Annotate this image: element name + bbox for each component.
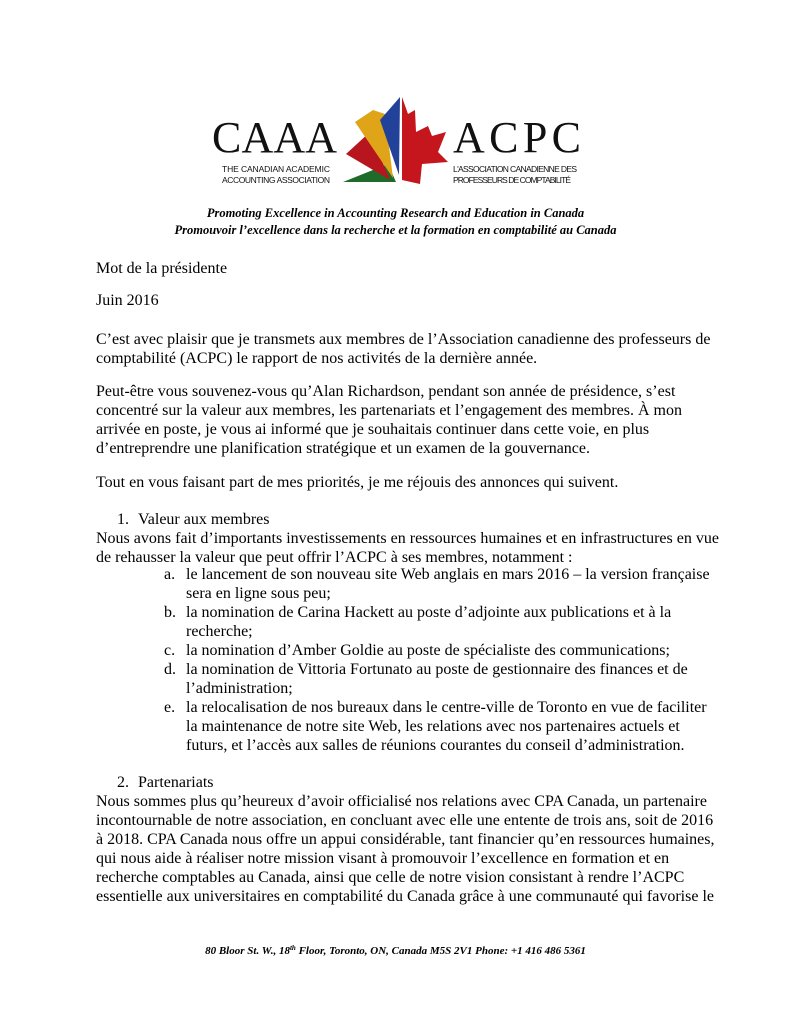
letter-date: Juin 2016 — [96, 292, 159, 309]
paragraph-priorities-line: Peut-être vous souvenez-vous qu’Alan Richardson, pendant son année de présidence, s’est — [96, 383, 676, 400]
list-item-e-line: futurs, et l’accès aux salles de réunions courantes du conseil d’administration. — [186, 737, 685, 754]
list-item-c-line: la nomination d’Amber Goldie au poste de spécialiste des communications; — [186, 642, 670, 659]
section-1-number: 1. — [117, 511, 129, 528]
footer-superscript: th — [289, 944, 296, 952]
section-2-body-line: recherche comptables au Canada, ainsi que celle de notre vision consistant à rendre l’ACPC — [96, 869, 685, 886]
footer-address-end: Floor, Toronto, ON, Canada M5S 2V1 Phone: +1 416 486 5361 — [295, 945, 586, 957]
section-2-body-line: essentielle aux universitaires en comptabilité du Canada grâce à une communauté qui favorise le — [96, 888, 714, 905]
footer-address — [0, 944, 791, 959]
list-marker-e: e. — [164, 699, 176, 716]
logo-caaa: CAAA — [212, 113, 337, 162]
list-item-e-line: la relocalisation de nos bureaux dans le centre-ville de Toronto en vue de faciliter — [186, 699, 707, 716]
list-item-b-line: recherche; — [186, 623, 253, 640]
letter-heading: Mot de la présidente — [96, 260, 228, 277]
list-marker-d: d. — [164, 661, 176, 678]
tagline-english: Promoting Excellence in Accounting Research and Education in Canada — [206, 206, 585, 220]
paragraph-priorities-line: arrivée en poste, je vous ai informé que je souhaitais continuer dans cette voie, en plus — [96, 421, 650, 438]
list-marker-a: a. — [164, 566, 176, 583]
paragraph-announcements: Tout en vous faisant part de mes priorités, je me réjouis des annonces qui suivent. — [96, 474, 619, 491]
list-item-d-line: l’administration; — [186, 680, 293, 697]
list-item-a-line: sera en ligne sous peu; — [186, 585, 331, 602]
section-2-body-line: Nous sommes plus qu’heureux d’avoir officialisé nos relations avec CPA Canada, un partenaire — [96, 793, 707, 810]
section-2-body-line: incontournable de notre association, en concluant avec elle une entente de trois ans, soit de 2016 — [96, 812, 714, 829]
section-1-intro-line: Nous avons fait d’importants investissements en ressources humaines et en infrastructures en vue — [96, 530, 719, 547]
section-1-title: Valeur aux membres — [138, 511, 270, 528]
list-item-a-line: le lancement de son nouveau site Web anglais en mars 2016 – la version française — [186, 566, 710, 583]
logo-acpc-line-2: PROFESSEURS DE COMPTABILITÉ — [453, 175, 571, 185]
logo-acpc-line-1: L'ASSOCIATION CANADIENNE DES — [453, 164, 577, 174]
logo-acpc: ACPC — [453, 113, 581, 162]
footer-address-start: 80 Bloor St. W., 18 — [205, 945, 290, 957]
logo-caaa-line-2: ACCOUNTING ASSOCIATION — [222, 175, 330, 185]
section-1-intro-line: de rehausser la valeur que peut offrir l’ACPC à ses membres, notamment : — [96, 549, 573, 566]
list-item-d-line: la nomination de Vittoria Fortunato au poste de gestionnaire des finances et de — [186, 661, 688, 678]
list-marker-c: c. — [164, 642, 176, 659]
logo-caaa-line-1: THE CANADIAN ACADEMIC — [222, 164, 330, 174]
paragraph-intro-line: C’est avec plaisir que je transmets aux membres de l’Association canadienne des professeurs de — [96, 331, 711, 348]
section-2-number: 2. — [117, 774, 129, 791]
tagline-french: Promouvoir l’excellence dans la recherche et la formation en comptabilité au Canada — [174, 223, 617, 237]
list-item-b-line: la nomination de Carina Hackett au poste d’adjointe aux publications et à la — [186, 604, 672, 621]
logo-maple-leaf — [402, 97, 448, 184]
list-marker-b: b. — [164, 604, 176, 621]
section-2-body-line: qui nous aide à réaliser notre mission visant à promouvoir l’excellence en formation et en — [96, 850, 670, 867]
section-2-body-line: à 2018. CPA Canada nous offre un appui considérable, tant financier qu’en ressources humaines, — [96, 831, 715, 848]
paragraph-intro-line: comptabilité (ACPC) le rapport de nos activités de la dernière année. — [96, 350, 538, 367]
list-item-e-line: la maintenance de notre site Web, les relations avec nos partenaires actuels et — [186, 718, 680, 735]
section-2-title: Partenariats — [138, 774, 214, 791]
paragraph-priorities-line: concentré sur la valeur aux membres, les partenariats et l’engagement des membres. À mon — [96, 402, 682, 419]
paragraph-priorities-line: d’entreprendre une planification stratégique et un examen de la gouvernance. — [96, 440, 590, 457]
caaa-acpc-logo — [210, 92, 590, 188]
